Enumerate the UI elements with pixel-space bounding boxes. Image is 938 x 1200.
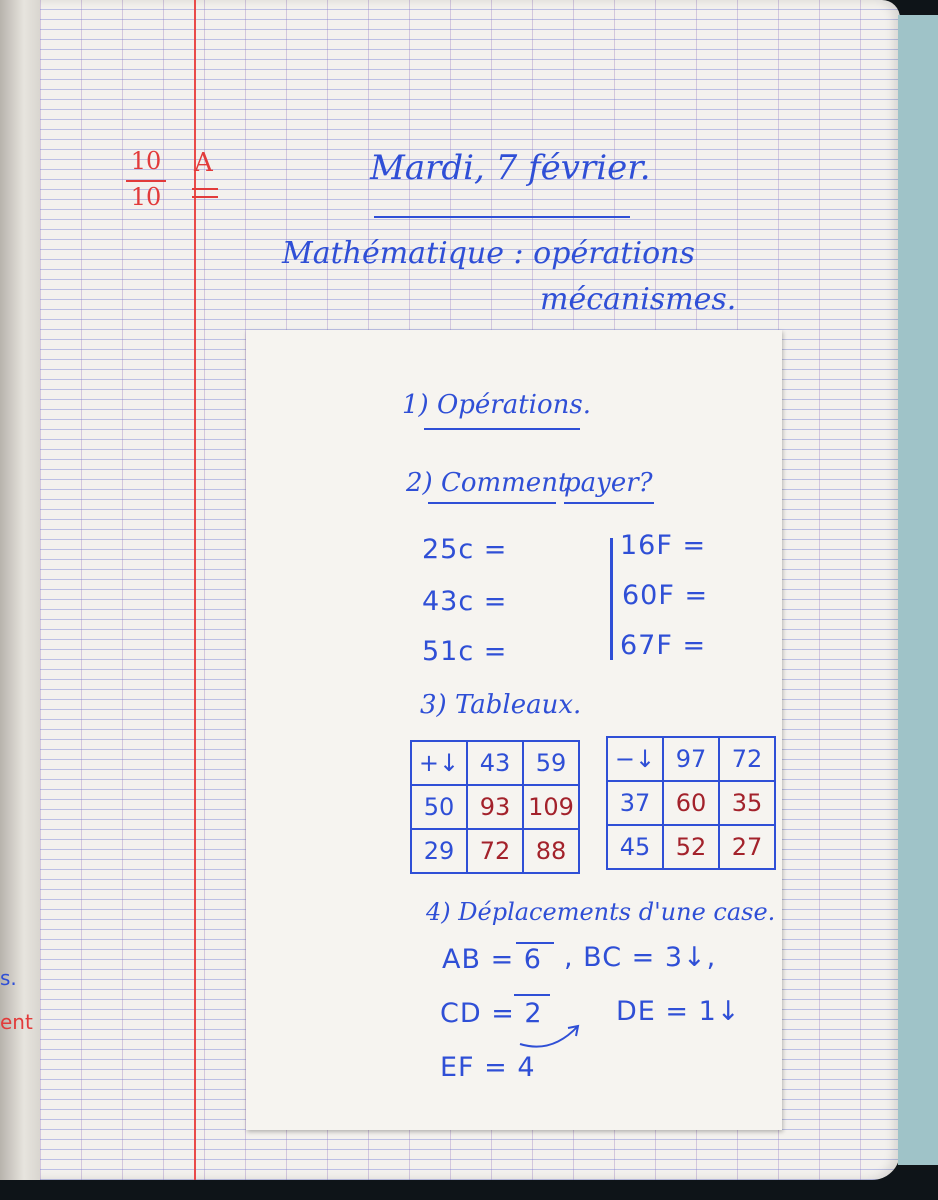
right-arrow-icon xyxy=(516,942,554,944)
grade-underline xyxy=(192,188,218,190)
table-cell: 109 xyxy=(523,785,579,829)
table-cell: 52 xyxy=(663,825,719,869)
move-equation: , BC = 3↓, xyxy=(564,942,717,973)
section-heading: 1) Opérations. xyxy=(402,390,591,420)
move-equation: EF = 4 xyxy=(440,1052,536,1083)
section-heading: payer? xyxy=(564,468,653,498)
table-cell: 35 xyxy=(719,781,775,825)
table-corner: +↓ xyxy=(411,741,467,785)
subject-line: mécanismes. xyxy=(540,282,737,317)
grade-numerator: 10 xyxy=(130,147,162,175)
money-equation: 51c = xyxy=(422,636,508,667)
left-page-fragment: ent xyxy=(0,1010,33,1034)
table-cell: 88 xyxy=(523,829,579,873)
table-cell: 27 xyxy=(719,825,775,869)
table-row-label: 50 xyxy=(411,785,467,829)
heading-underline xyxy=(424,428,580,430)
table-row-label: 37 xyxy=(607,781,663,825)
table-corner: −↓ xyxy=(607,737,663,781)
move-equation: DE = 1↓ xyxy=(616,996,741,1027)
money-equation: 60F = xyxy=(622,580,709,611)
money-equation: 25c = xyxy=(422,534,508,565)
curved-arrow-icon xyxy=(516,1020,586,1054)
subject-line: Mathématique : opérations xyxy=(282,236,695,271)
table-row-label: 29 xyxy=(411,829,467,873)
grade-fraction-bar xyxy=(126,180,166,182)
money-equation: 43c = xyxy=(422,586,508,617)
table-header-cell: 43 xyxy=(467,741,523,785)
column-divider xyxy=(610,538,613,660)
grade-underline xyxy=(192,196,218,198)
section-heading: 4) Déplacements d'une case. xyxy=(426,898,776,926)
move-equation: AB = 6 xyxy=(442,944,542,975)
title-underline xyxy=(374,216,630,218)
table-cell: 72 xyxy=(467,829,523,873)
table-header-cell: 97 xyxy=(663,737,719,781)
table-header-cell: 59 xyxy=(523,741,579,785)
background-edge xyxy=(898,15,938,1165)
addition-table xyxy=(410,740,580,874)
money-equation: 16F = xyxy=(620,530,707,561)
move-equation: CD = 2 xyxy=(440,998,543,1029)
left-page-fragment: s. xyxy=(0,966,17,990)
date-title: Mardi, 7 février. xyxy=(370,148,651,188)
subtraction-table xyxy=(606,736,776,870)
pasted-worksheet xyxy=(246,330,782,1130)
money-equation: 67F = xyxy=(620,630,707,661)
table-header-cell: 72 xyxy=(719,737,775,781)
heading-underline xyxy=(564,502,654,504)
section-heading: 3) Tableaux. xyxy=(420,690,582,720)
table-row-label: 45 xyxy=(607,825,663,869)
grade-denominator: 10 xyxy=(130,183,162,211)
left-arrow-icon xyxy=(514,994,550,996)
grade-letter: A xyxy=(194,148,213,178)
table-cell: 60 xyxy=(663,781,719,825)
previous-page-edge xyxy=(0,0,40,1180)
heading-underline xyxy=(428,502,556,504)
table-cell: 93 xyxy=(467,785,523,829)
section-heading: 2) Comment xyxy=(406,468,569,498)
